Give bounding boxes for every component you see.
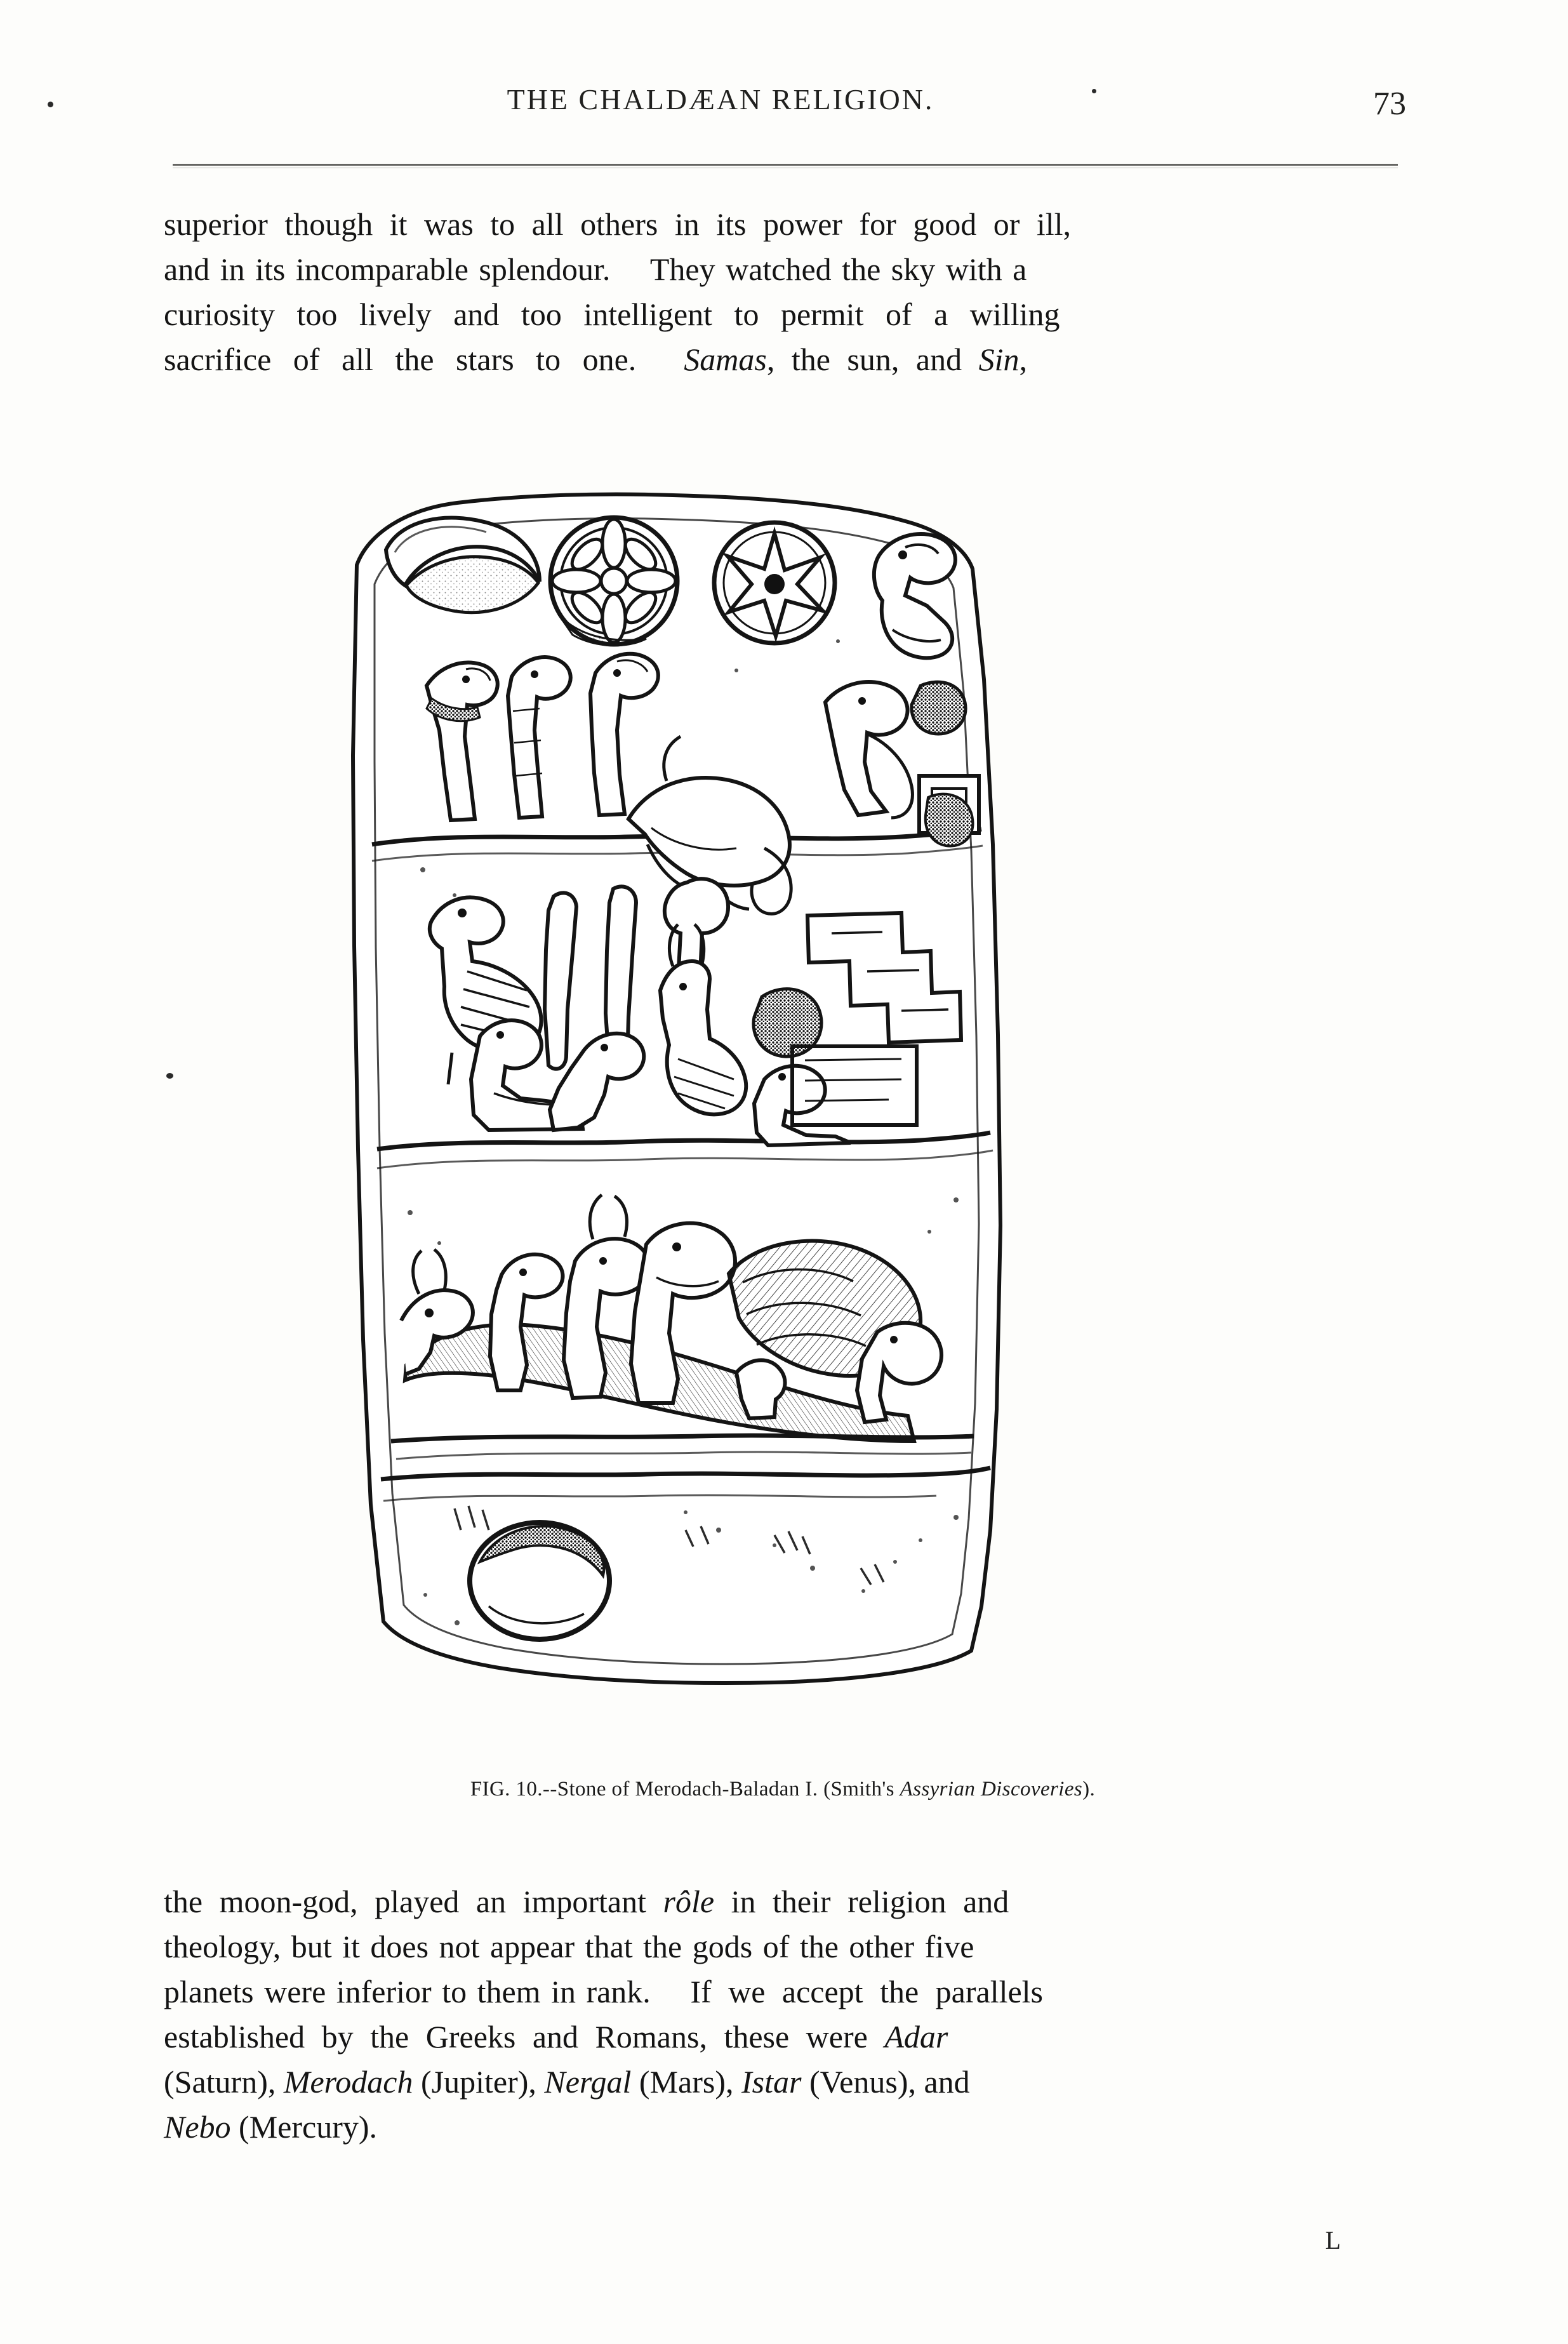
fish-dragon-eye [425, 1309, 434, 1317]
paragraph-line: and in its incomparable splendour. [164, 251, 611, 287]
paragraph-line: superior though it was to all others in its power for good or ill, [164, 206, 1072, 242]
paragraph-emphasis: Merodach [283, 2064, 413, 2100]
print-speck [48, 102, 53, 107]
creature-eye [679, 983, 687, 990]
header-divider [173, 164, 1398, 166]
paragraph-emphasis: rôle [663, 1884, 715, 1919]
dark-boss-top-right [912, 682, 966, 734]
bird-eye [898, 550, 907, 559]
paragraph-emphasis: Istar [741, 2064, 802, 2100]
caption-title: Assyrian Discoveries [900, 1778, 1083, 1801]
paragraph-line: (Mercury). [230, 2109, 377, 2145]
paragraph-line: (Jupiter), [413, 2064, 545, 2100]
stone-engraving-illustration [330, 489, 1238, 1771]
goat-eye [858, 697, 866, 705]
animal-eye-1 [462, 676, 470, 683]
paragraph-line: If we accept the parallels [690, 1974, 1044, 2009]
paragraph-line: theology, but it does not appear that the gods of the other five [164, 1929, 974, 1964]
paragraph-line: (Saturn), [164, 2064, 284, 2100]
animal-eye-bottom [599, 1257, 607, 1265]
paragraph-line: sacrifice of all the stars to one. [164, 342, 637, 377]
body-paragraph-top [164, 202, 1402, 382]
star-center-boss [764, 574, 785, 594]
goat-eye-bottom [519, 1269, 527, 1276]
page-header [162, 83, 1406, 133]
goat-fish-eye [601, 1044, 608, 1051]
paragraph-line: curiosity too lively and too intelligent to permit of a willing [164, 296, 1060, 332]
paragraph-line: , [1019, 342, 1027, 377]
bird-eye-middle [458, 909, 467, 917]
paragraph-emphasis: Nebo [164, 2109, 231, 2145]
paragraph-line: , the sun, and [766, 342, 979, 377]
paragraph-emphasis: Nergal [544, 2064, 632, 2100]
griffin-eye [890, 1336, 898, 1343]
signature-mark: L [1325, 2226, 1341, 2254]
page-number: 73 [1373, 86, 1406, 122]
animal-eye-3 [613, 669, 621, 677]
paragraph-emphasis: Adar [884, 2019, 948, 2054]
scorpion-man-eye [778, 1073, 786, 1081]
body-paragraph-bottom [164, 1879, 1402, 2150]
paragraph-emphasis: Samas [684, 342, 767, 377]
caption-suffix: ). [1082, 1778, 1096, 1801]
paragraph-line: They watched the sky with a [649, 251, 1027, 287]
paragraph-line: in their religion and [714, 1884, 1009, 1919]
figure-merodach-baladan-stone [330, 489, 1238, 1771]
small-beast-eye-1 [496, 1031, 504, 1039]
print-speck [1092, 89, 1096, 93]
paragraph-line: established by the Greeks and Romans, these were [164, 2019, 885, 2054]
niche-dark-fill [926, 794, 973, 846]
animal-eye-2 [531, 670, 538, 678]
paragraph-line: (Mars), [631, 2064, 741, 2100]
figure-caption [164, 1778, 1402, 1801]
running-head: THE CHALDÆAN RELIGION. [507, 83, 934, 116]
paragraph-line: the moon-god, played an important [164, 1884, 663, 1919]
paragraph-line: planets were inferior to them in rank. [164, 1974, 651, 2009]
paragraph-emphasis: Sin [978, 342, 1020, 377]
print-speck [166, 1073, 173, 1079]
lion-eye [672, 1242, 681, 1251]
caption-prefix: FIG. 10.--Stone of Merodach-Baladan I. (Smith's [470, 1778, 900, 1801]
paragraph-line: (Venus), and [801, 2064, 970, 2100]
